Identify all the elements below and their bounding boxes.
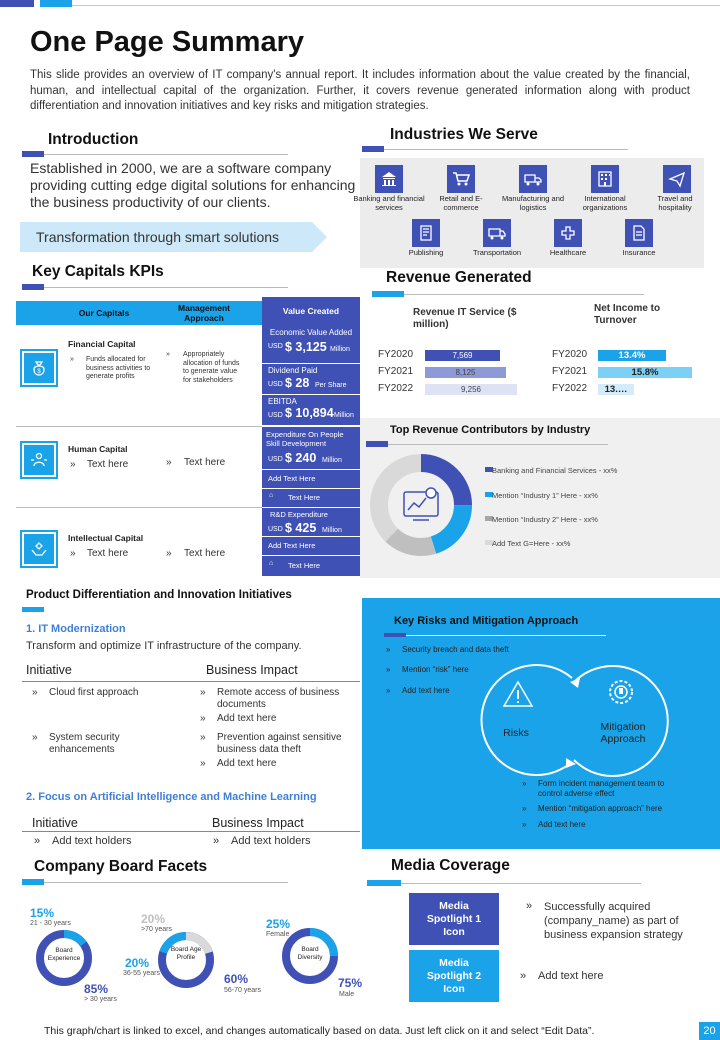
board-accent (22, 879, 44, 885)
year-label: FY2022 (378, 383, 414, 394)
value-label: Add Text Here (268, 541, 316, 550)
kpis-row-divider (16, 507, 262, 508)
human-desc: Text here (87, 459, 129, 470)
value-currency: USD (268, 526, 283, 533)
page-intro: This slide provides an overview of IT company's annual report. It includes information about the value created by the financial, human, and intellectual capital of the organization. Further, it covers revenue generated information along with product differentiation and innovation initiatives and key risks and mitigation strategies. (30, 69, 690, 112)
product-table-rule (22, 681, 360, 682)
impact-add-text: Add text here (217, 713, 277, 724)
cart-icon (447, 165, 475, 193)
legend-entry: Add Text G=Here - xx% (492, 539, 571, 548)
financial-approach: Appropriately allocation of funds to generate value for stakeholders (183, 351, 240, 384)
media-rule (401, 883, 641, 884)
col-approach: Management Approach (178, 303, 230, 323)
bank-icon (375, 165, 403, 193)
value-amount: $ 3,125 (285, 340, 327, 354)
value-label: Economic Value Added (269, 328, 353, 337)
introduction-heading: Introduction (48, 131, 139, 148)
donut-label: Board Diversity (297, 946, 323, 961)
ai-initiative: Add text holders (52, 835, 132, 847)
bus-icon (483, 219, 511, 247)
introduction-accent (22, 151, 44, 157)
intellectual-desc: Text here (87, 548, 129, 559)
media-spotlight-1: Media Spotlight 1 Icon (409, 893, 499, 945)
pct-value: 15% (30, 906, 55, 920)
legend-entry: Banking and Financial Services - xx% (492, 466, 618, 475)
risks-cycle-diagram (462, 660, 694, 780)
mitigation-item: Mention “mitigation approach” here (538, 804, 663, 813)
donut-label: Board Age Profile (170, 946, 202, 961)
document-icon (625, 219, 653, 247)
tagline-text: Transformation through smart solutions (36, 229, 280, 245)
risks-heading: Key Risks and Mitigation Approach (394, 615, 579, 627)
industry-label: Retail and E-commerce (439, 194, 483, 212)
industry-label: Healthcare (549, 248, 587, 257)
mitigation-label: Mitigation Approach (600, 721, 646, 745)
value-unit: Million (322, 527, 342, 534)
risk-item: Mention “risk” here (402, 665, 469, 674)
industry-label: Banking and financial services (353, 194, 425, 212)
pct-label: 56-70 years (224, 987, 261, 994)
media-text-2: Add text here (538, 970, 604, 982)
plane-icon (663, 165, 691, 193)
truck-icon (519, 165, 547, 193)
svg-text:$: $ (37, 369, 41, 375)
initiative-security: System security enhancements (49, 732, 120, 755)
value-amount: $ 10,894 (285, 406, 334, 420)
contributors-rule (388, 444, 608, 445)
col-initiative: Initiative (26, 663, 72, 677)
contributors-accent (366, 441, 388, 447)
risk-item: Add text here (402, 686, 450, 695)
revenue-heading: Revenue Generated (386, 269, 532, 286)
pct-value: 20% (125, 956, 150, 970)
value-unit: Per Share (315, 382, 347, 389)
top-divider (72, 5, 720, 6)
value-amount: $ 28 (285, 376, 310, 390)
income-bar: 13.… (598, 384, 634, 395)
col-value: Value Created (262, 297, 360, 325)
industry-label: Transportation (472, 248, 522, 257)
ai-impact: Add text holders (231, 835, 311, 847)
kpis-heading: Key Capitals KPIs (32, 263, 164, 280)
industry-label: Manufacturing and logistics (501, 194, 565, 212)
income-bar: 13.4% (598, 350, 666, 361)
hands-icon (20, 530, 58, 568)
value-currency: USD (268, 381, 283, 388)
media-accent (367, 880, 401, 886)
contributors-donut (366, 450, 476, 560)
value-unit: Million (334, 412, 354, 419)
value-label: Expenditure On People Skill Development (266, 430, 344, 448)
revenue-bar: 8,125 (425, 367, 506, 378)
industry-label: Publishing (408, 248, 444, 257)
kpis-row-divider (16, 426, 262, 427)
pct-label: >70 years (141, 926, 172, 933)
value-amount: $ 425 (285, 521, 317, 535)
revenue-col1: Revenue IT Service ($ million) (413, 307, 517, 330)
value-unit: Million (330, 346, 350, 353)
board-heading: Company Board Facets (34, 858, 208, 875)
warning-icon (504, 682, 532, 706)
introduction-text: Established in 2000, we are a software company providing cutting edge digital solutions for enhancing the business productivity of our clients. (30, 160, 356, 210)
pct-value: 60% (224, 972, 249, 986)
pct-label: > 30 years (84, 996, 117, 1003)
industries-heading: Industries We Serve (390, 126, 538, 143)
year-label: FY2022 (552, 383, 588, 394)
year-label: FY2021 (378, 366, 414, 377)
value-label: R&D Expenditure (270, 510, 328, 519)
legend-entry: Mention “Industry 1” Here - xx% (492, 491, 598, 500)
risks-rule (406, 635, 606, 636)
contributors-heading: Top Revenue Contributors by Industry (390, 424, 591, 436)
industries-rule (384, 149, 628, 150)
human-capital-name: Human Capital (68, 444, 128, 454)
page-number: 20 (699, 1022, 720, 1040)
value-currency: USD (268, 412, 283, 419)
revenue-col2: Net Income to Turnover (594, 303, 661, 326)
revenue-accent (372, 291, 404, 297)
value-unit: Million (322, 457, 342, 464)
gear-icon (610, 681, 632, 703)
value-label: EBITDA (268, 397, 297, 406)
financial-capital-name: Financial Capital (68, 339, 136, 349)
industry-label: Travel and hospitality (657, 194, 693, 212)
media-text-1: Successfully acquired (company_name) as part of business expansion strategy (544, 901, 683, 941)
impact-add-text: Add text here (217, 758, 277, 769)
col-business-impact: Business Impact (206, 663, 298, 677)
it-modernization-desc: Transform and optimize IT infrastructure of the company. (26, 640, 302, 652)
medical-icon (554, 219, 582, 247)
revenue-bar: 9,256 (425, 384, 517, 395)
top-accent-bar (0, 0, 34, 7)
product-table-rule (22, 831, 360, 832)
value-label: Dividend Paid (268, 366, 318, 375)
money-bag-icon (20, 349, 58, 387)
industry-label: International organizations (582, 194, 628, 212)
risk-item: Security breach and data theft (402, 645, 509, 654)
people-icon (20, 441, 58, 479)
footer-note: This graph/chart is linked to excel, and changes automatically based on data. Just left click on it and select “Edit Data”. (44, 1025, 595, 1037)
human-approach: Text here (184, 457, 226, 468)
pct-value: 75% (338, 976, 363, 990)
year-label: FY2021 (552, 366, 588, 377)
industry-label: Insurance (622, 248, 656, 257)
financial-desc: Funds allocated for business activities to generate profits (86, 356, 151, 380)
page-title: One Page Summary (30, 26, 304, 58)
impact-prevention: Prevention against sensitive business data theft (217, 732, 342, 755)
initiative-cloud: Cloud first approach (49, 687, 139, 698)
donut-label: Board Experience (47, 947, 81, 962)
pct-label: Male (339, 991, 355, 998)
pct-value: 20% (141, 912, 166, 926)
pct-label: Female (266, 931, 290, 938)
product-accent (22, 607, 44, 612)
col-business-impact: Business Impact (212, 816, 304, 830)
col-capitals: Our Capitals (78, 308, 130, 318)
analytics-icon (404, 488, 438, 520)
board-rule (44, 882, 288, 883)
value-amount: $ 240 (285, 451, 317, 465)
product-heading: Product Differentiation and Innovation Initiatives (26, 589, 292, 601)
risks-label: Risks (503, 727, 529, 739)
building-icon (591, 165, 619, 193)
value-currency: USD (268, 343, 283, 350)
pct-value: 85% (84, 982, 109, 996)
col-initiative: Initiative (32, 816, 78, 830)
value-currency: USD (268, 456, 283, 463)
top-accent-bar-2 (40, 0, 72, 7)
year-label: FY2020 (552, 349, 588, 360)
kpis-rule (44, 287, 288, 288)
risks-accent (384, 633, 406, 637)
pct-label: 36-55 years (123, 970, 160, 977)
impact-remote-access: Remote access of business documents (217, 687, 340, 710)
ai-ml-title: 2. Focus on Artificial Intelligence and Machine Learning (26, 791, 317, 803)
pct-value: 25% (266, 917, 291, 931)
intellectual-capital-name: Intellectual Capital (68, 533, 144, 543)
introduction-rule (44, 154, 288, 155)
book-icon (412, 219, 440, 247)
intellectual-approach: Text here (184, 548, 226, 559)
mitigation-item: Add text here (538, 820, 586, 829)
it-modernization-title: 1. IT Modernization (26, 623, 126, 635)
year-label: FY2020 (378, 349, 414, 360)
mitigation-item: Form incident management team to control adverse effect (538, 779, 665, 798)
revenue-bar: 7,569 (425, 350, 500, 361)
industries-accent (362, 146, 384, 152)
value-label: Add Text Here (268, 474, 316, 483)
income-bar: 15.8% (598, 367, 692, 378)
kpis-accent (22, 284, 44, 290)
value-label: Text Here (288, 561, 321, 570)
legend-entry: Mention “Industry 2” Here - xx% (492, 515, 598, 524)
media-heading: Media Coverage (391, 857, 510, 874)
media-spotlight-2: Media Spotlight 2 Icon (409, 950, 499, 1002)
pct-label: 21 - 30 years (30, 920, 71, 927)
revenue-rule (404, 294, 644, 295)
value-label: Text Here (288, 493, 321, 502)
